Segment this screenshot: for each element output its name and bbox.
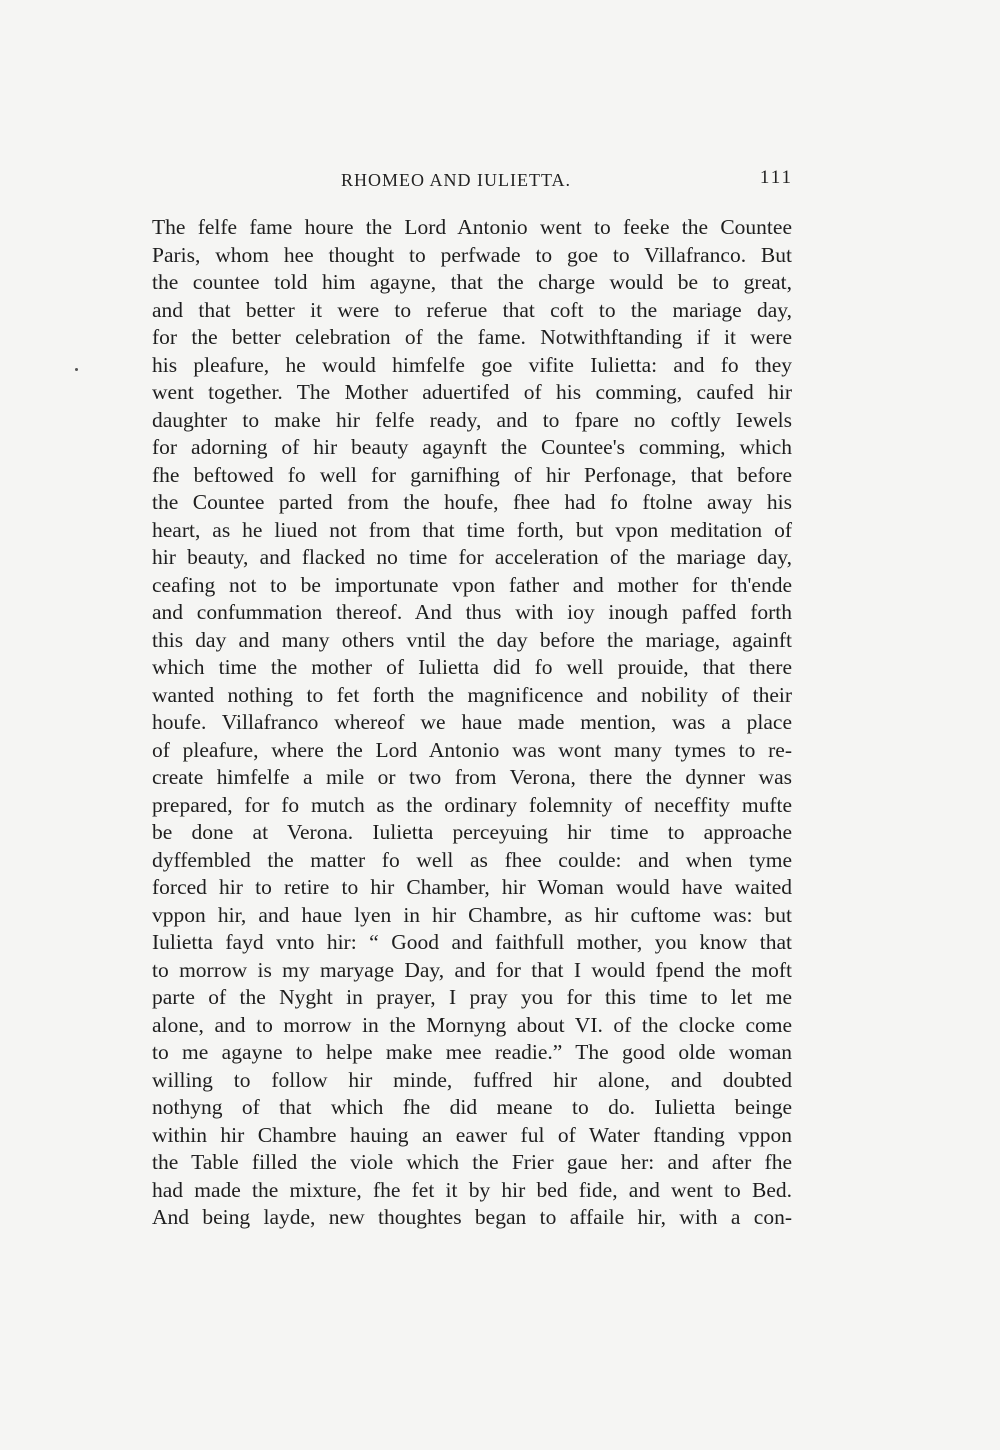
text-line: alone, and to morrow in the Mornyng about VI. of the clocke come: [152, 1012, 792, 1037]
text-line: Iulietta fayd vnto hir: “ Good and faithfull mother, you know that: [152, 930, 792, 954]
text-line: be done at Verona. Iulietta perceyuing hir time to approache: [152, 820, 792, 844]
text-line: the Table filled the viole which the Frier gaue her: and after fhe: [152, 1150, 792, 1174]
text-line: went together. The Mother aduertifed of his comming, caufed hir: [152, 380, 792, 404]
page-number: 111: [759, 167, 793, 188]
text-line: parte of the Nyght in prayer, I pray you for this time to let me: [152, 985, 792, 1009]
text-line: to me agayne to helpe make mee readie.” The good olde woman: [152, 1040, 792, 1064]
text-line: had made the mixture, fhe fet it by hir bed fide, and went to Bed.: [152, 1177, 792, 1202]
text-line: Paris, whom hee thought to perfwade to goe to Villafranco. But: [152, 242, 792, 267]
text-line: this day and many others vntil the day before the mariage, againft: [152, 627, 792, 652]
text-line: fhe beftowed fo well for garnifhing of hir Perfonage, that before: [152, 462, 792, 487]
text-line: which time the mother of Iulietta did fo well prouide, that there: [152, 655, 792, 679]
text-line: of pleafure, where the Lord Antonio was wont many tymes to re-: [152, 737, 792, 762]
text-line: dyffembled the matter fo well as fhee coulde: and when tyme: [152, 847, 792, 872]
text-line: vppon hir, and haue lyen in hir Chambre, as hir cuftome was: but: [152, 902, 792, 927]
text-line: forced hir to retire to hir Chamber, hir Woman would have waited: [152, 875, 792, 899]
text-line: prepared, for fo mutch as the ordinary folemnity of neceffity mufte: [152, 792, 792, 817]
text-line: the countee told him agayne, that the charge would be to great,: [152, 270, 792, 294]
ink-speck: [75, 368, 78, 371]
text-line: and confummation thereof. And thus with ioy inough paffed forth: [152, 600, 792, 624]
text-line: wanted nothing to fet forth the magnificence and nobility of their: [152, 682, 792, 707]
text-line: daughter to make hir felfe ready, and to fpare no coftly Iewels: [152, 407, 792, 432]
text-line: and that better it were to referue that coft to the mariage day,: [152, 297, 792, 322]
running-title: RHOMEO AND IULIETTA.: [341, 170, 572, 190]
text-line: for the better celebration of the fame. Notwithftanding if it were: [152, 325, 792, 349]
text-line: his pleafure, he would himfelfe goe vifite Iulietta: and fo they: [152, 352, 792, 377]
text-line: for adorning of hir beauty agaynft the Countee's comming, which: [152, 435, 792, 459]
text-line: within hir Chambre hauing an eawer ful of Water ftanding vppon: [152, 1122, 792, 1147]
text-line: And being layde, new thoughtes began to affaile hir, with a con-: [152, 1205, 792, 1229]
text-line: the Countee parted from the houfe, fhee had fo ftolne away his: [152, 490, 792, 514]
text-line: heart, as he liued not from that time forth, but vpon meditation of: [152, 517, 792, 542]
body-text: [152, 214, 792, 1232]
text-line: to morrow is my maryage Day, and for that I would fpend the moft: [152, 957, 792, 982]
text-line: nothyng of that which fhe did meane to do. Iulietta beinge: [152, 1095, 792, 1119]
text-line: hir beauty, and flacked no time for acceleration of the mariage day,: [152, 545, 792, 569]
text-line: The felfe fame houre the Lord Antonio went to feeke the Countee: [152, 215, 792, 239]
text-line: houfe. Villafranco whereof we haue made mention, was a place: [152, 710, 792, 734]
text-line: create himfelfe a mile or two from Verona, there the dynner was: [152, 765, 792, 789]
text-line: ceafing not to be importunate vpon father and mother for th'ende: [152, 572, 792, 597]
text-line: willing to follow hir minde, fuffred hir alone, and doubted: [152, 1067, 792, 1092]
running-head: [148, 167, 793, 194]
